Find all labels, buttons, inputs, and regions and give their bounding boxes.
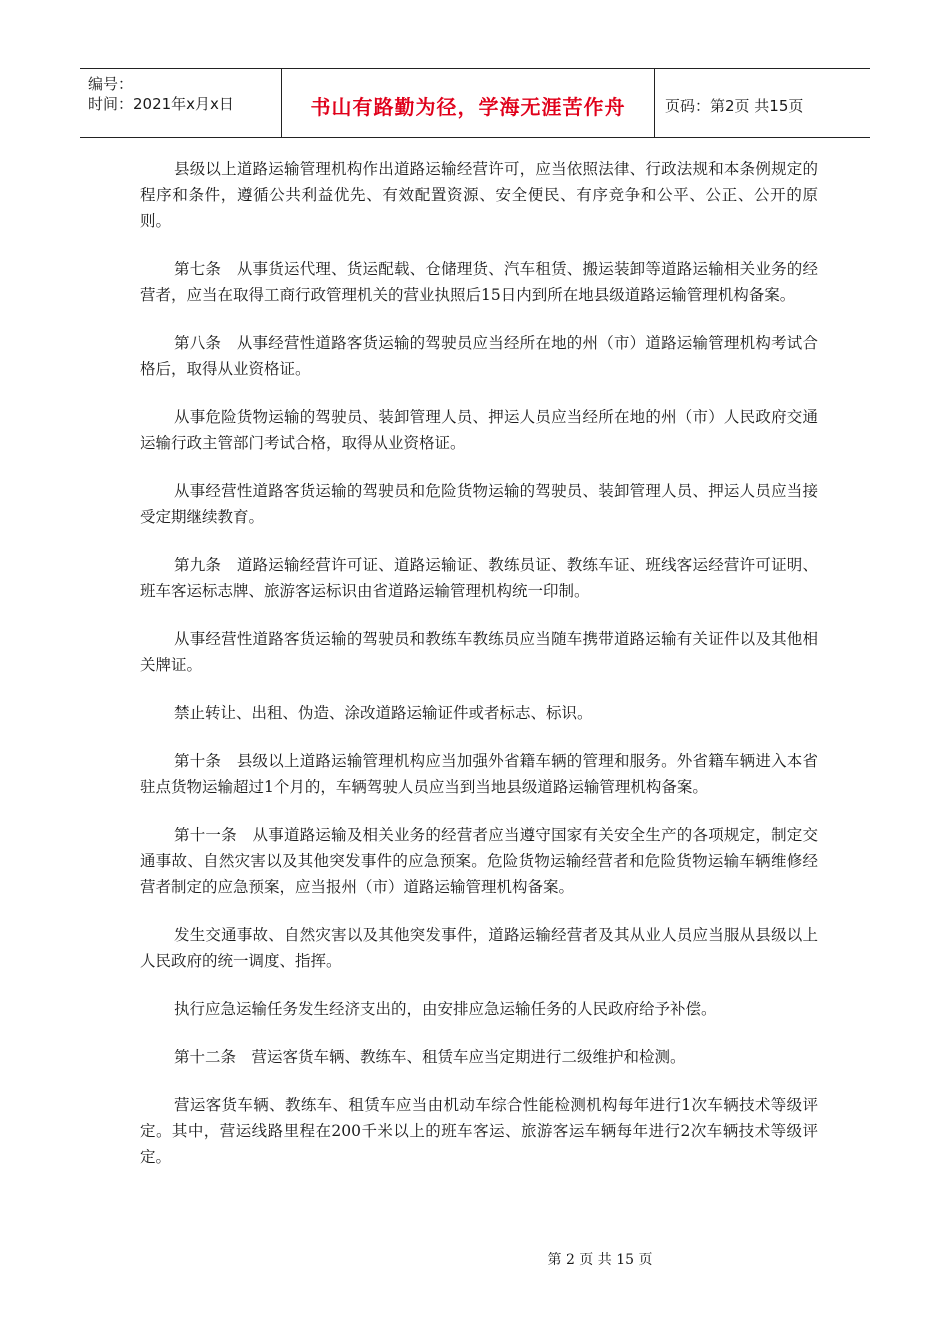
header-meta [80,69,282,137]
paragraph: 县级以上道路运输管理机构作出道路运输经营许可，应当依照法律、行政法规和本条例规定的程序和条件，遵循公共利益优先、有效配置资源、安全便民、有序竞争和公平、公正、公开的原则。 [140,160,818,230]
document-body [140,156,818,1192]
paragraph: 从事经营性道路客货运输的驾驶员和教练车教练员应当随车携带道路运输有关证件以及其他相关牌证。 [140,630,818,674]
paragraph: 第十一条 从事道路运输及相关业务的经营者应当遵守国家有关安全生产的各项规定，制定交通事故、自然灾害以及其他突发事件的应急预案。危险货物运输经营者和危险货物运输车辆维修经营者制定的应急预案，应当报州（市）道路运输管理机构备案。 [140,826,818,896]
page-footer: 第 2 页 共 15 页 [547,1252,653,1268]
paragraph: 第十条 县级以上道路运输管理机构应当加强外省籍车辆的管理和服务。外省籍车辆进入本省驻点货物运输超过1个月的，车辆驾驶人员应当到当地县级道路运输管理机构备案。 [140,752,818,796]
document-time-label: 时间：2021年x月x日 [88,95,234,113]
paragraph: 禁止转让、出租、伪造、涂改道路运输证件或者标志、标识。 [174,704,593,722]
document-number-label: 编号： [88,75,134,93]
paragraph: 营运客货车辆、教练车、租赁车应当由机动车综合性能检测机构每年进行1次车辆技术等级评定。其中，营运线路里程在200千米以上的班车客运、旅游客运车辆每年进行2次车辆技术等级评定。 [140,1096,818,1166]
paragraph: 第七条 从事货运代理、货运配载、仓储理货、汽车租赁、搬运装卸等道路运输相关业务的经营者，应当在取得工商行政管理机关的营业执照后15日内到所在地县级道路运输管理机构备案。 [140,260,818,304]
paragraph: 从事危险货物运输的驾驶员、装卸管理人员、押运人员应当经所在地的州（市）人民政府交通运输行政主管部门考试合格，取得从业资格证。 [140,408,818,452]
paragraph: 第九条 道路运输经营许可证、道路运输证、教练员证、教练车证、班线客运经营许可证明、班车客运标志牌、旅游客运标识由省道路运输管理机构统一印制。 [140,556,818,600]
paragraph: 发生交通事故、自然灾害以及其他突发事件，道路运输经营者及其从业人员应当服从县级以上人民政府的统一调度、指挥。 [140,926,818,970]
paragraph: 从事经营性道路客货运输的驾驶员和危险货物运输的驾驶员、装卸管理人员、押运人员应当接受定期继续教育。 [140,482,818,526]
paragraph: 第十二条 营运客货车辆、教练车、租赁车应当定期进行二级维护和检测。 [174,1048,686,1066]
paragraph: 执行应急运输任务发生经济支出的，由安排应急运输任务的人民政府给予补偿。 [174,1000,717,1018]
header-page-info: 页码：第2页 共15页 [665,96,804,115]
header-motto: 书山有路勤为径，学海无涯苦作舟 [282,69,655,137]
paragraph: 第八条 从事经营性道路客货运输的驾驶员应当经所在地的州（市）道路运输管理机构考试合格后，取得从业资格证。 [140,334,818,378]
page-header [80,68,870,138]
